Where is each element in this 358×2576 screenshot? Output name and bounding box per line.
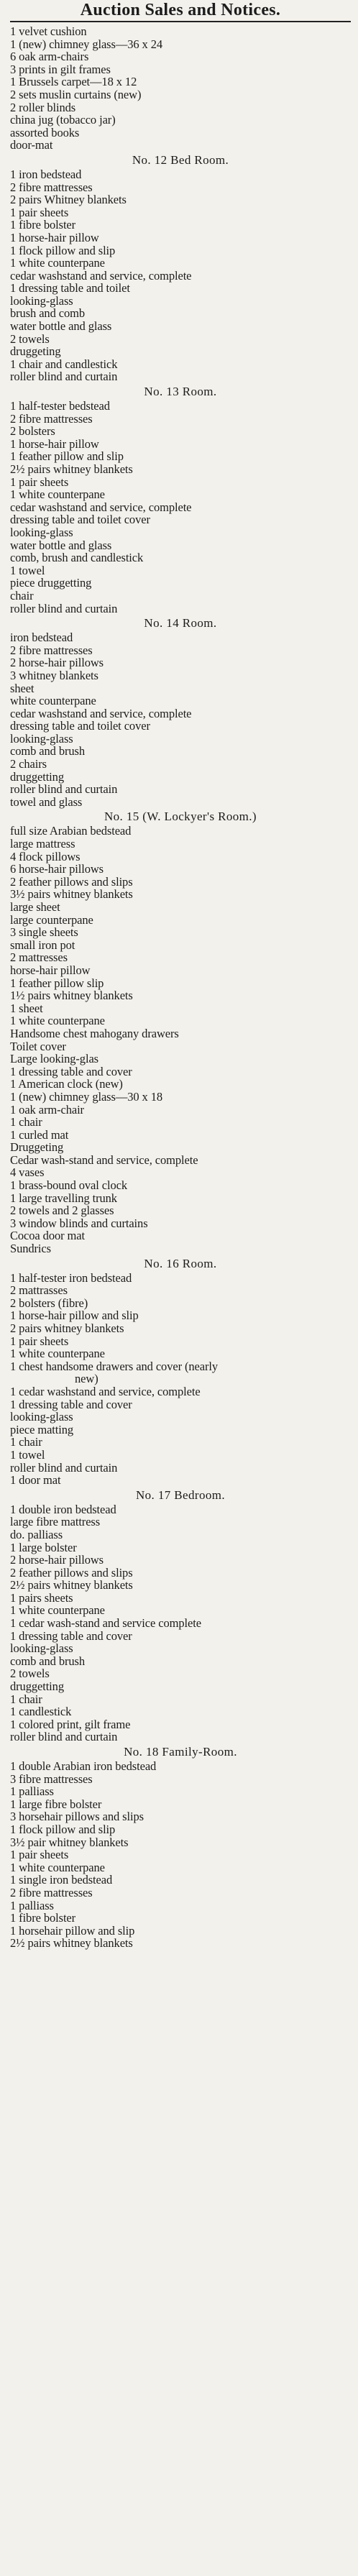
inventory-item: 1 chest handsome drawers and cover (nearly xyxy=(10,1359,219,1373)
inventory-item: druggeting xyxy=(10,344,61,359)
inventory-item: piece matting xyxy=(10,1422,74,1436)
inventory-item: 1 large fibre bolster xyxy=(10,1797,102,1811)
inventory-item: piece druggetting xyxy=(10,576,92,590)
inventory-item: looking-glass xyxy=(10,1410,73,1424)
inventory-item: 1 colored print, gilt frame xyxy=(10,1717,131,1731)
room-heading: No. 17 Bedroom. xyxy=(135,1488,226,1502)
inventory-item: 3 single sheets xyxy=(10,925,78,940)
room-section xyxy=(10,1488,351,1743)
room-heading: No. 18 Family-Room. xyxy=(124,1745,237,1759)
inventory-item: 1 towel xyxy=(10,1447,45,1462)
inventory-item: 3 horsehair pillows and slips xyxy=(10,1810,144,1824)
inventory-item: 1 chair xyxy=(10,1692,42,1706)
inventory-item: 1 white counterpane xyxy=(10,487,105,502)
inventory-item: 2 bolsters (fibre) xyxy=(10,1296,88,1310)
inventory-item: looking-glass xyxy=(10,293,73,308)
inventory-item: large sheet xyxy=(10,900,60,914)
inventory-item: 1 towel xyxy=(10,563,45,577)
inventory-item: 1 dressing table and toilet xyxy=(10,281,130,295)
room-heading: No. 15 (W. Lockyer's Room.) xyxy=(104,810,257,824)
inventory-item: horse-hair pillow xyxy=(10,963,91,977)
inventory-item: 1 dressing table and cover xyxy=(10,1397,132,1411)
inventory-item: 2 fibre mattresses xyxy=(10,1885,93,1899)
inventory-item: 3 prints in gilt frames xyxy=(10,62,111,76)
inventory-item: 2 mattresses xyxy=(10,950,68,965)
inventory-sections xyxy=(10,25,351,1950)
inventory-item: 2 pairs Whitney blankets xyxy=(10,193,127,207)
inventory-item: 1 half-tester iron bedstead xyxy=(10,1270,132,1285)
room-section xyxy=(10,1745,351,1950)
inventory-item: 1 velvet cushion xyxy=(10,24,87,38)
inventory-item: 2 towels xyxy=(10,1667,50,1681)
inventory-item: 1 white counterpane xyxy=(10,1014,105,1028)
column-masthead: Auction Sales and Notices. xyxy=(80,1,281,19)
inventory-item: 1 palliass xyxy=(10,1784,54,1799)
inventory-item: comb and brush xyxy=(10,744,85,758)
inventory-item: 3 fibre mattresses xyxy=(10,1771,93,1786)
inventory-item: 2 towels and 2 glasses xyxy=(10,1204,114,1218)
inventory-item: roller blind and curtain xyxy=(10,1460,118,1475)
inventory-item: roller blind and curtain xyxy=(10,601,118,615)
inventory-item: large fibre mattress xyxy=(10,1515,101,1529)
inventory-item: dressing table and toilet cover xyxy=(10,513,150,527)
inventory-item: 1 dressing table and cover xyxy=(10,1064,132,1078)
inventory-item: 1 feather pillow and slip xyxy=(10,449,124,464)
inventory-item: Cocoa door mat xyxy=(10,1229,85,1243)
room-section xyxy=(10,25,351,152)
inventory-item: 2½ pairs whitney blankets xyxy=(10,1578,133,1592)
inventory-item: 1 large travelling trunk xyxy=(10,1191,117,1205)
masthead-rule xyxy=(10,21,351,22)
inventory-item: 1 horse-hair pillow xyxy=(10,436,99,451)
inventory-item: 1 horsehair pillow and slip xyxy=(10,1923,135,1938)
inventory-item: 1 door mat xyxy=(10,1473,61,1488)
inventory-item: 6 oak arm-chairs xyxy=(10,50,89,64)
inventory-item: 1 fibre bolster xyxy=(10,218,76,232)
inventory-item: 1 pair sheets xyxy=(10,1848,69,1862)
inventory-item: 1 fibre bolster xyxy=(10,1911,76,1925)
room-section xyxy=(10,153,351,383)
inventory-item: 1 chair and candlestick xyxy=(10,357,118,371)
inventory-item: Toilet cover xyxy=(10,1039,66,1053)
inventory-item: water bottle and glass xyxy=(10,538,112,552)
room-section xyxy=(10,1257,351,1487)
inventory-item: Druggeting xyxy=(10,1140,64,1155)
inventory-item: 2 fibre mattresses xyxy=(10,411,93,426)
inventory-item: 1 (new) chimney glass—36 x 24 xyxy=(10,37,163,51)
inventory-item: 1 oak arm-chair xyxy=(10,1102,84,1117)
inventory-item: dressing table and toilet cover xyxy=(10,719,150,733)
inventory-item: 3 whitney blankets xyxy=(10,668,98,682)
inventory-item: 1 palliass xyxy=(10,1898,54,1912)
inventory-item: 1 brass-bound oval clock xyxy=(10,1178,128,1193)
inventory-item: 1 candlestick xyxy=(10,1705,72,1719)
inventory-item: 2 roller blinds xyxy=(10,100,76,114)
inventory-item: 1 pairs sheets xyxy=(10,1590,73,1605)
inventory-item: comb, brush and candlestick xyxy=(10,551,144,565)
inventory-item: 1 dressing table and cover xyxy=(10,1628,132,1643)
inventory-item: 1 white counterpane xyxy=(10,256,105,270)
inventory-item: 2 fibre mattresses xyxy=(10,643,93,657)
inventory-item: 1 horse-hair pillow xyxy=(10,230,99,244)
inventory-item: 1 sheet xyxy=(10,1001,43,1015)
room-section xyxy=(10,810,351,1255)
inventory-item: looking-glass xyxy=(10,525,73,539)
inventory-item: large mattress xyxy=(10,837,75,851)
inventory-item: chair xyxy=(10,588,34,602)
inventory-item: 2 mattrasses xyxy=(10,1283,68,1298)
inventory-item: water bottle and glass xyxy=(10,319,112,334)
inventory-item: assorted books xyxy=(10,125,80,139)
inventory-item: 1½ pairs whitney blankets xyxy=(10,989,133,1003)
inventory-item: towel and glass xyxy=(10,794,83,809)
room-heading: No. 13 Room. xyxy=(144,385,217,399)
inventory-item: 6 horse-hair pillows xyxy=(10,862,104,876)
inventory-item: 1 (new) chimney glass—30 x 18 xyxy=(10,1089,163,1104)
inventory-item: roller blind and curtain xyxy=(10,370,118,384)
inventory-item: 1 American clock (new) xyxy=(10,1077,123,1091)
inventory-item: small iron pot xyxy=(10,938,75,952)
inventory-item: large counterpane xyxy=(10,912,93,927)
inventory-item: 2 feather pillows and slips xyxy=(10,874,133,889)
inventory-item: 1 half-tester bedstead xyxy=(10,399,110,413)
inventory-item: new) xyxy=(75,1372,98,1386)
inventory-item: 3½ pairs whitney blankets xyxy=(10,887,133,902)
inventory-item: 1 cedar wash-stand and service complete xyxy=(10,1616,201,1631)
inventory-item: white counterpane xyxy=(10,694,96,708)
inventory-item: 1 feather pillow slip xyxy=(10,976,104,990)
room-heading: No. 16 Room. xyxy=(144,1256,217,1270)
inventory-item: 1 large bolster xyxy=(10,1540,77,1554)
inventory-item: iron bedstead xyxy=(10,631,73,645)
inventory-item: brush and comb xyxy=(10,306,85,321)
inventory-item: 4 flock pillows xyxy=(10,849,81,863)
inventory-item: comb and brush xyxy=(10,1654,85,1668)
inventory-item: 2½ pairs whitney blankets xyxy=(10,1936,133,1951)
inventory-item: 1 Brussels carpet—18 x 12 xyxy=(10,75,137,89)
room-heading: No. 14 Room. xyxy=(144,616,217,631)
inventory-item: 1 chair xyxy=(10,1435,42,1449)
inventory-item: 4 vases xyxy=(10,1165,45,1180)
inventory-item: 1 double Arabian iron bedstead xyxy=(10,1759,157,1773)
inventory-item: 2 horse-hair pillows xyxy=(10,656,104,670)
inventory-item: 1 chair xyxy=(10,1115,42,1129)
inventory-item: 1 single iron bedstead xyxy=(10,1873,113,1887)
inventory-item: 2 towels xyxy=(10,331,50,346)
inventory-item: 1 white counterpane xyxy=(10,1347,105,1361)
inventory-item: 1 pair sheets xyxy=(10,475,69,489)
inventory-item: 1 double iron bedstead xyxy=(10,1502,116,1516)
room-heading: No. 12 Bed Room. xyxy=(132,152,229,167)
inventory-item: sheet xyxy=(10,681,35,695)
inventory-item: Handsome chest mahogany drawers xyxy=(10,1026,179,1040)
inventory-item: 2 chairs xyxy=(10,757,47,771)
inventory-item: 1 cedar washstand and service, complete xyxy=(10,1384,201,1398)
inventory-item: 1 flock pillow and slip xyxy=(10,1822,116,1836)
inventory-item: 1 white counterpane xyxy=(10,1603,105,1618)
inventory-item: 1 horse-hair pillow and slip xyxy=(10,1308,139,1323)
inventory-item: looking-glass xyxy=(10,1641,73,1656)
inventory-item: roller blind and curtain xyxy=(10,1730,118,1744)
inventory-item: 2½ pairs whitney blankets xyxy=(10,462,133,476)
inventory-item: china jug (tobacco jar) xyxy=(10,113,116,127)
inventory-item: cedar washstand and service, complete xyxy=(10,268,192,283)
inventory-item: 3½ pair whitney blankets xyxy=(10,1835,129,1849)
inventory-item: 1 flock pillow and slip xyxy=(10,243,116,257)
inventory-item: 1 curled mat xyxy=(10,1127,69,1142)
inventory-item: 2 feather pillows and slips xyxy=(10,1565,133,1580)
inventory-item: 1 pair sheets xyxy=(10,1334,69,1348)
inventory-item: 1 pair sheets xyxy=(10,205,69,219)
inventory-item: druggetting xyxy=(10,769,64,784)
inventory-item: 2 pairs whitney blankets xyxy=(10,1321,124,1335)
inventory-item: 3 window blinds and curtains xyxy=(10,1216,148,1230)
inventory-item: 2 bolsters xyxy=(10,424,55,439)
inventory-item: Sundrics xyxy=(10,1242,51,1256)
inventory-item: druggetting xyxy=(10,1679,64,1694)
inventory-item: Cedar wash-stand and service, complete xyxy=(10,1152,198,1167)
room-section xyxy=(10,385,351,615)
room-section xyxy=(10,616,351,808)
inventory-item: 2 fibre mattresses xyxy=(10,180,93,194)
inventory-item: 1 iron bedstead xyxy=(10,167,82,181)
inventory-item: full size Arabian bedstead xyxy=(10,824,132,838)
inventory-item: 2 horse-hair pillows xyxy=(10,1553,104,1567)
inventory-item: do. palliass xyxy=(10,1527,63,1541)
inventory-item: Large looking-glas xyxy=(10,1052,98,1066)
inventory-item: cedar washstand and service, complete xyxy=(10,500,192,514)
inventory-item: looking-glass xyxy=(10,731,73,746)
inventory-item: door-mat xyxy=(10,138,53,152)
inventory-item: cedar washstand and service, complete xyxy=(10,706,192,720)
inventory-item: 2 sets muslin curtains (new) xyxy=(10,87,142,101)
inventory-item: 1 white counterpane xyxy=(10,1860,105,1874)
inventory-item: roller blind and curtain xyxy=(10,782,118,797)
